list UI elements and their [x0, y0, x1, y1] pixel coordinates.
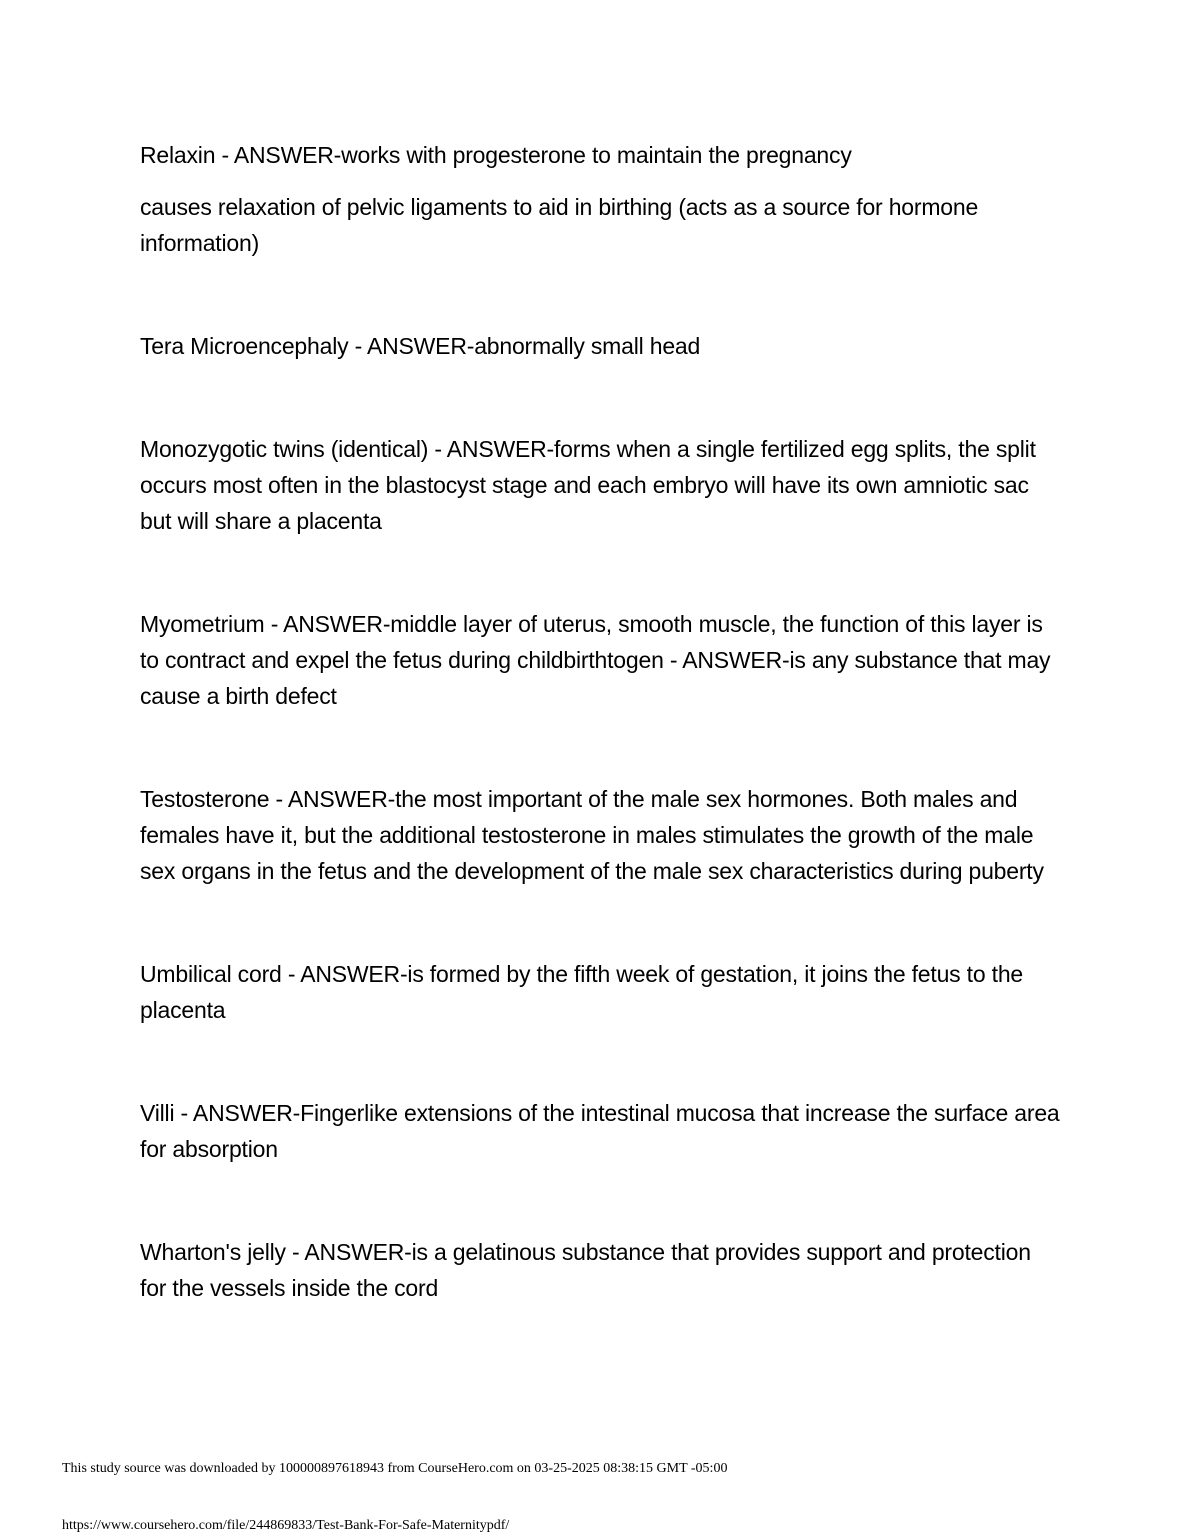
entry-villi: Villi - ANSWER-Fingerlike extensions of the intestinal mucosa that increase the surface area for absorption — [140, 1100, 1060, 1162]
entry-microencephaly: Tera Microencephaly - ANSWER-abnormally small head — [140, 333, 701, 359]
flashcard-list — [140, 137, 1060, 1306]
entry-myometrium: Myometrium - ANSWER-middle layer of uterus, smooth muscle, the function of this layer is to contract and expel the fetus during childbirthtogen - ANSWER-is any substance that may cause a birth defect — [140, 611, 1051, 709]
entry-relaxin-continued: causes relaxation of pelvic ligaments to aid in birthing (acts as a source for hormone information) — [140, 194, 979, 256]
entry-whartons-jelly: Wharton's jelly - ANSWER-is a gelatinous substance that provides support and protection for the vessels inside the cord — [140, 1239, 1031, 1301]
footer-url: https://www.coursehero.com/file/244869833/Test-Bank-For-Safe-Maternitypdf/ — [62, 1518, 510, 1533]
footer-source-notice: This study source was downloaded by 100000897618943 from CourseHero.com on 03-25-2025 08:38:15 GMT -05:00 — [62, 1461, 728, 1476]
entry-testosterone: Testosterone - ANSWER-the most important of the male sex hormones. Both males and females have it, but the additional testosterone in males stimulates the growth of the male sex organs in the fetus and the development of the male sex characteristics during puberty — [140, 786, 1044, 884]
entry-umbilical-cord: Umbilical cord - ANSWER-is formed by the fifth week of gestation, it joins the fetus to the placenta — [140, 961, 1024, 1023]
entry-relaxin: Relaxin - ANSWER-works with progesterone to maintain the pregnancy — [140, 142, 852, 168]
entry-monozygotic-twins: Monozygotic twins (identical) - ANSWER-forms when a single fertilized egg splits, the split occurs most often in the blastocyst stage and each embryo will have its own amniotic sac but will share a placenta — [140, 436, 1036, 534]
